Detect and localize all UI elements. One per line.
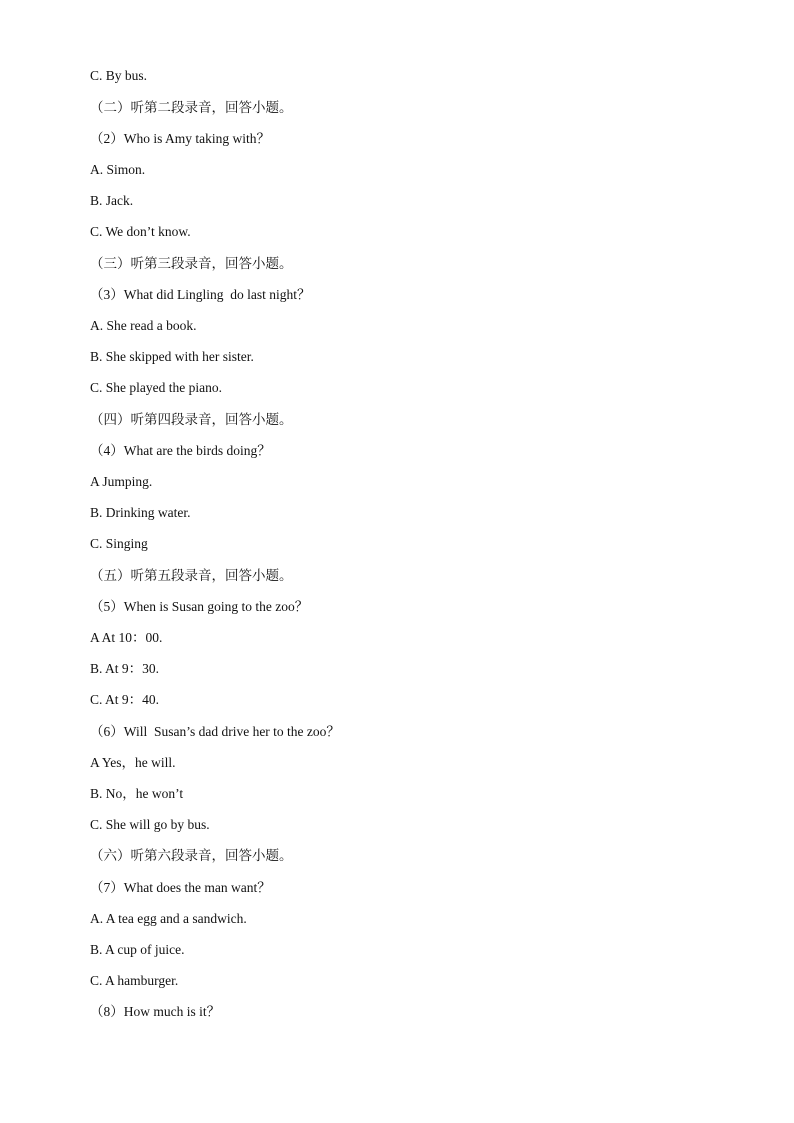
- option-c: C. She played the piano.: [90, 380, 222, 395]
- option-c: C. By bus.: [90, 68, 148, 83]
- option-c: C. We don’t know.: [90, 224, 191, 239]
- option-c: C. Singing: [90, 536, 148, 551]
- question: （3）What did Lingling do last night？: [90, 287, 311, 302]
- question: （6）Will Susan’s dad drive her to the zoo？: [90, 724, 340, 739]
- option-b: B. Jack.: [90, 193, 134, 208]
- option-a: A Jumping.: [90, 474, 153, 489]
- option-c: C. At 9：40.: [90, 692, 160, 707]
- question: （5）When is Susan going to the zoo？: [90, 599, 309, 614]
- option-b: B. No，he won’t: [90, 786, 184, 801]
- section-header: （五）听第五段录音，回答小题。: [90, 568, 293, 583]
- section-header: （六）听第六段录音，回答小题。: [90, 848, 293, 863]
- option-b: B. A cup of juice.: [90, 942, 185, 957]
- option-a: A. A tea egg and a sandwich.: [90, 911, 247, 926]
- section-header: （二）听第二段录音，回答小题。: [90, 100, 293, 115]
- question: （4）What are the birds doing？: [90, 443, 271, 458]
- question: （8）How much is it？: [90, 1004, 221, 1019]
- option-a: A. Simon.: [90, 162, 146, 177]
- option-a: A Yes，he will.: [90, 755, 176, 770]
- option-a: A At 10：00.: [90, 630, 163, 645]
- option-b: B. At 9：30.: [90, 661, 160, 676]
- option-b: B. She skipped with her sister.: [90, 349, 254, 364]
- section-header: （四）听第四段录音，回答小题。: [90, 412, 293, 427]
- option-c: C. A hamburger.: [90, 973, 179, 988]
- question: （2）Who is Amy taking with？: [90, 131, 270, 146]
- question: （7）What does the man want？: [90, 880, 271, 895]
- option-c: C. She will go by bus.: [90, 817, 210, 832]
- option-a: A. She read a book.: [90, 318, 197, 333]
- section-header: （三）听第三段录音，回答小题。: [90, 256, 293, 271]
- option-b: B. Drinking water.: [90, 505, 191, 520]
